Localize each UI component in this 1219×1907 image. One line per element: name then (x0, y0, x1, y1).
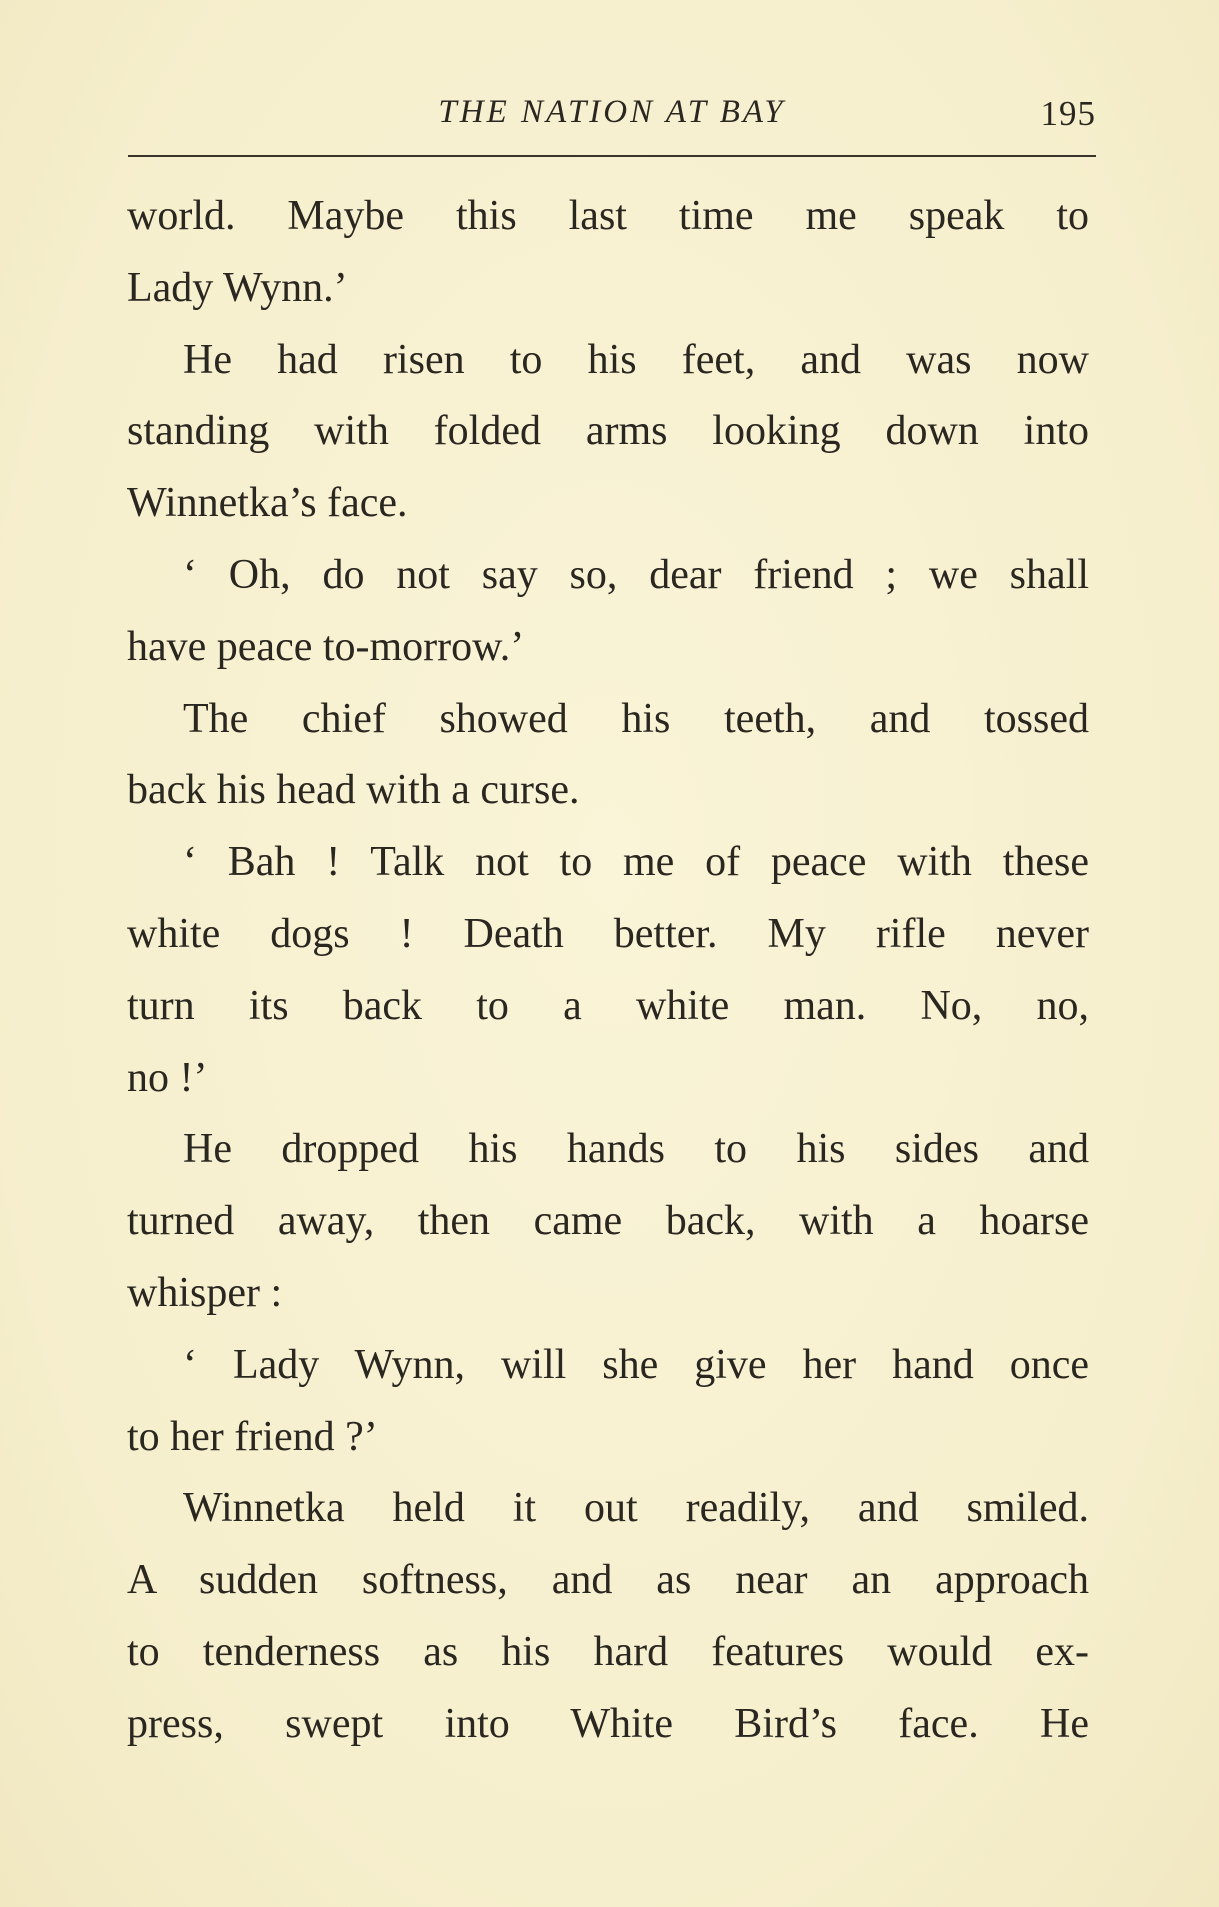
text-line: no !’ (127, 1054, 208, 1101)
text-line: ‘ Lady Wynn, will she give her hand once (183, 1341, 1089, 1388)
text-line: Winnetka’s face. (127, 480, 408, 527)
running-title: THE NATION AT BAY (438, 94, 786, 130)
text-line: Lady Wynn.’ (127, 264, 348, 311)
text-line: Winnetka held it out readily, and smiled. (183, 1485, 1089, 1532)
text-line: ‘ Bah ! Talk not to me of peace with these (183, 839, 1089, 886)
text-line: turned away, then came back, with a hoarse (127, 1198, 1089, 1245)
text-line: to her friend ?’ (127, 1413, 378, 1460)
text-line: press, swept into White Bird’s face. He (127, 1700, 1089, 1747)
page-header (128, 92, 1096, 148)
text-line: He dropped his hands to his sides and (183, 1126, 1089, 1173)
text-line: white dogs ! Death better. My rifle never (127, 910, 1089, 957)
text-line: standing with folded arms looking down into (127, 408, 1089, 455)
body-text (127, 181, 1089, 1761)
page-number: 195 (1040, 94, 1096, 133)
text-line: have peace to-morrow.’ (127, 623, 525, 670)
text-line: back his head with a curse. (127, 767, 580, 814)
text-line: The chief showed his teeth, and tossed (183, 695, 1089, 742)
text-line: He had risen to his feet, and was now (183, 336, 1089, 383)
text-line: to tenderness as his hard features would ex- (127, 1628, 1089, 1675)
text-line: turn its back to a white man. No, no, (127, 982, 1089, 1029)
text-line: ‘ Oh, do not say so, dear friend ; we shall (183, 551, 1089, 598)
text-line: world. Maybe this last time me speak to (127, 193, 1089, 239)
text-line: whisper : (127, 1269, 283, 1316)
header-rule (128, 155, 1096, 157)
text-line: A sudden softness, and as near an approach (127, 1557, 1089, 1604)
